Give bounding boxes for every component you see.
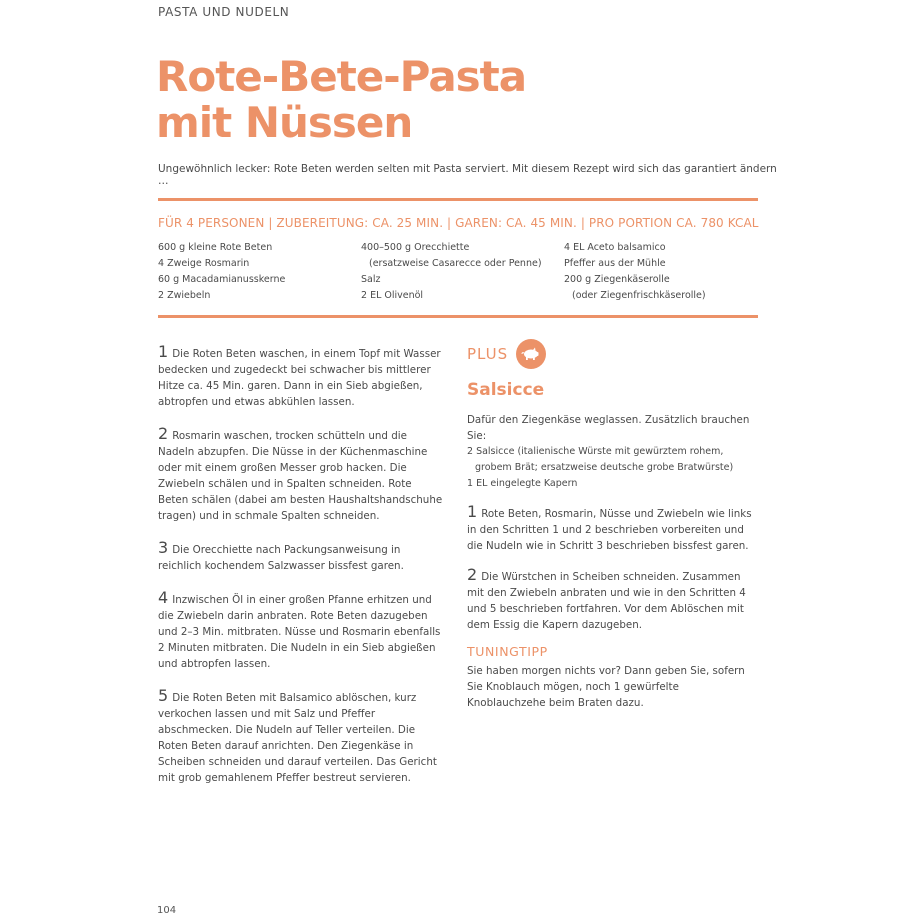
step-number: 2 <box>158 424 169 443</box>
step-text: Die Orecchiette nach Packungsanweisung in reichlich kochendem Salzwasser bissfest garen. <box>158 544 404 572</box>
instruction-step <box>158 426 444 524</box>
ingredient-item: 2 Zwiebeln <box>158 290 211 301</box>
top-divider <box>158 198 758 201</box>
ingredient-item: 4 Zweige Rosmarin <box>158 258 250 269</box>
ingredient-item: 200 g Ziegenkäserolle <box>564 274 670 285</box>
ingredient-item: 4 EL Aceto balsamico <box>564 242 666 253</box>
step-text: Die Würstchen in Scheiben schneiden. Zusammen mit den Zwiebeln anbraten und wie in den Schritten 4 und 5 beschrieben fortfahren. Vor dem Ablöschen mit dem Essig die Kapern dazugeben. <box>467 571 746 631</box>
ingredient-item: Pfeffer aus der Mühle <box>564 258 666 269</box>
step-text: Inzwischen Öl in einer großen Pfanne erhitzen und die Zwiebeln darin anbraten. Rote Beten dazugeben und 2–3 Min. mitbraten. Nüsse und Rosmarin ebenfalls 2 Minuten mitbraten. Die Nudeln in ein Sieb abgießen und abtropfen lassen. <box>158 594 441 670</box>
ingredients-column-3 <box>564 240 706 304</box>
ingredient-item: 2 EL Olivenöl <box>361 290 424 301</box>
variant-step <box>467 567 757 633</box>
pig-icon <box>516 339 546 369</box>
recipe-title <box>156 54 526 146</box>
recipe-meta-line: FÜR 4 PERSONEN | ZUBEREITUNG: CA. 25 MIN. | GAREN: CA. 45 MIN. | PRO PORTION CA. 780 KCAL <box>158 216 759 230</box>
ingredient-item: (oder Ziegenfrischkäserolle) <box>572 290 706 301</box>
variant-title: Salsicce <box>467 380 545 400</box>
variant-ingredients <box>467 444 757 492</box>
step-text: Rosmarin waschen, trocken schütteln und die Nadeln abzupfen. Die Nüsse in der Küchenmaschine oder mit einem großen Messer grob hacken. Die Zwiebeln schälen und in Spalten schneiden. Rote Beten schälen (dabei am besten Haushaltshandschuhe tragen) und in schmale Spalten schneiden. <box>158 430 443 522</box>
recipe-title-line1: Rote-Bete-Pasta <box>156 52 527 101</box>
ingredients-column-1 <box>158 240 285 304</box>
ingredients-divider <box>158 315 758 318</box>
page-number: 104 <box>157 905 177 916</box>
step-text: Rote Beten, Rosmarin, Nüsse und Zwiebeln wie links in den Schritten 1 und 2 beschrieben vorbereiten und die Nudeln wie in Schritt 3 beschrieben bissfest garen. <box>467 508 752 552</box>
step-text: Die Roten Beten mit Balsamico ablöschen, kurz verkochen lassen und mit Salz und Pfeffer abschmecken. Die Nudeln auf Teller verteilen. Die Roten Beten darauf anrichten. Den Ziegenkäse in Scheiben schneiden und darauf verteilen. Das Gericht mit grob gemahlenem Pfeffer bestreut servieren. <box>158 692 437 784</box>
instruction-step <box>158 540 444 574</box>
instruction-steps <box>158 344 444 802</box>
ingredient-item: 400–500 g Orecchiette <box>361 242 470 253</box>
recipe-intro: Ungewöhnlich lecker: Rote Beten werden selten mit Pasta serviert. Mit diesem Rezept wird sich das garantiert ändern … <box>158 163 777 187</box>
step-number: 2 <box>467 565 478 584</box>
ingredient-item: 600 g kleine Rote Beten <box>158 242 273 253</box>
section-label: PASTA UND NUDELN <box>158 5 290 19</box>
step-number: 3 <box>158 538 169 557</box>
variant-intro: Dafür den Ziegenkäse weglassen. Zusätzlich brauchen Sie: <box>467 414 750 442</box>
ingredient-item: 2 Salsicce (italienische Würste mit gewürztem rohem, <box>467 446 724 457</box>
tip-text: Sie haben morgen nichts vor? Dann geben Sie, sofern Sie Knoblauch mögen, noch 1 gewürfelte Knoblauchzehe beim Braten dazu. <box>467 665 745 709</box>
step-number: 1 <box>158 342 169 361</box>
ingredient-item: Salz <box>361 274 381 285</box>
recipe-title-line2: mit Nüssen <box>156 98 413 147</box>
plus-label: PLUS <box>467 345 509 363</box>
step-text: Die Roten Beten waschen, in einem Topf mit Wasser bedecken und zugedeckt bei schwacher bis mittlerer Hitze ca. 45 Min. garen. Dann in ein Sieb abgießen, abtropfen und etwas abkühlen lassen. <box>158 348 441 408</box>
ingredient-item: 1 EL eingelegte Kapern <box>467 478 578 489</box>
variant-step <box>467 504 757 554</box>
variant-header <box>467 339 546 369</box>
step-number: 1 <box>467 502 478 521</box>
ingredient-item: (ersatzweise Casarecce oder Penne) <box>369 258 542 269</box>
ingredient-item: grobem Brät; ersatzweise deutsche grobe Bratwürste) <box>475 462 734 473</box>
instruction-step <box>158 344 444 410</box>
instruction-step <box>158 688 444 786</box>
tip-title: TUNINGTIPP <box>467 644 548 659</box>
ingredients-column-2 <box>361 240 542 304</box>
step-number: 5 <box>158 686 169 705</box>
instruction-step <box>158 590 444 672</box>
ingredient-item: 60 g Macadamianusskerne <box>158 274 286 285</box>
step-number: 4 <box>158 588 169 607</box>
